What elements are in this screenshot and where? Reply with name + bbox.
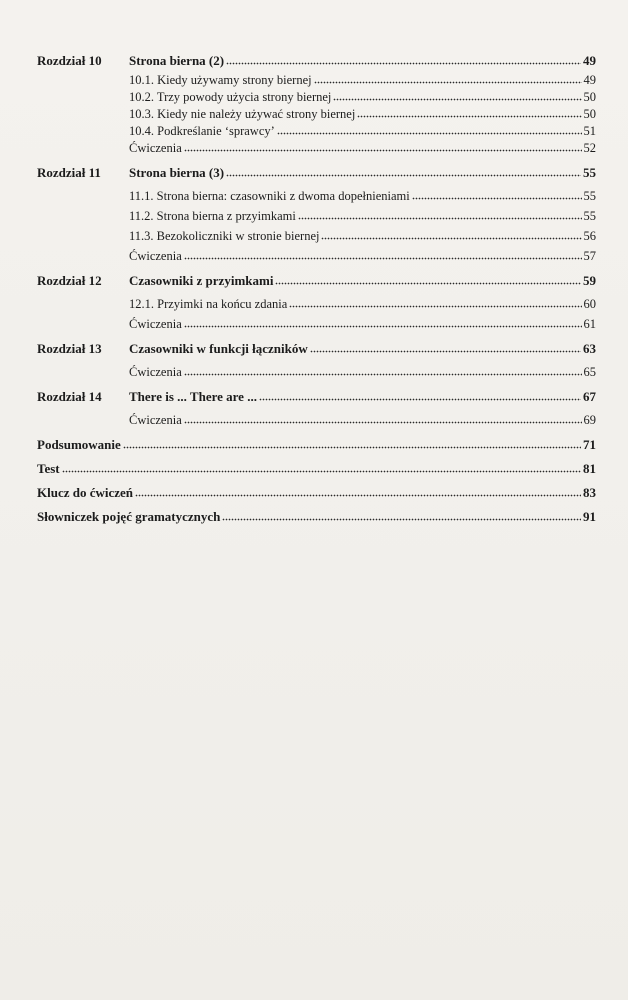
chapter-title: Czasowniki z przyimkami bbox=[129, 273, 274, 288]
toc-exercises-11[interactable] bbox=[37, 248, 596, 265]
section-title: Ćwiczenia bbox=[129, 317, 182, 331]
chapter-label: Rozdział 14 bbox=[37, 389, 102, 404]
section-title: 10.3. Kiedy nie należy używać strony biernej bbox=[129, 107, 356, 121]
page-number: 63 bbox=[583, 341, 596, 356]
section-title: 11.3. Bezokoliczniki w stronie biernej bbox=[129, 229, 320, 243]
dot-leader bbox=[412, 190, 582, 200]
toc-test[interactable] bbox=[37, 460, 596, 477]
section-title: 10.2. Trzy powody użycia strony biernej bbox=[129, 90, 332, 104]
page-number: 50 bbox=[583, 107, 596, 121]
chapter-label: Rozdział 12 bbox=[37, 273, 102, 288]
section-title: 10.1. Kiedy używamy strony biernej bbox=[129, 73, 312, 87]
section-title: 11.2. Strona bierna z przyimkami bbox=[129, 209, 296, 223]
page-number: 51 bbox=[583, 124, 596, 138]
dot-leader bbox=[333, 91, 581, 101]
page-number: 60 bbox=[583, 297, 596, 311]
chapter-label: Rozdział 11 bbox=[37, 165, 101, 180]
dot-leader bbox=[184, 250, 582, 260]
entry-title: Klucz do ćwiczeń bbox=[37, 485, 134, 500]
toc-section-10-4[interactable] bbox=[37, 123, 596, 140]
toc-chapter-13[interactable] bbox=[37, 340, 596, 357]
dot-leader bbox=[226, 167, 581, 177]
page-number: 61 bbox=[583, 317, 596, 331]
page-number: 81 bbox=[583, 461, 596, 476]
entry-title: Słowniczek pojęć gramatycznych bbox=[37, 509, 221, 524]
page-number: 55 bbox=[583, 209, 596, 223]
section-title: 11.1. Strona bierna: czasowniki z dwoma dopełnieniami bbox=[129, 189, 410, 203]
page-number: 49 bbox=[583, 53, 596, 68]
toc-section-12-1[interactable] bbox=[37, 296, 596, 313]
entry-title: Test bbox=[37, 461, 60, 476]
page-number: 69 bbox=[583, 413, 596, 427]
page-number: 91 bbox=[583, 509, 596, 524]
toc-section-11-3[interactable] bbox=[37, 228, 596, 245]
table-of-contents bbox=[37, 52, 596, 525]
page-number: 49 bbox=[583, 73, 596, 87]
toc-exercises-13[interactable] bbox=[37, 364, 596, 381]
toc-answer-key[interactable] bbox=[37, 484, 596, 501]
dot-leader bbox=[277, 125, 582, 135]
toc-exercises-12[interactable] bbox=[37, 316, 596, 333]
dot-leader bbox=[275, 275, 581, 285]
section-title: 12.1. Przyimki na końcu zdania bbox=[129, 297, 288, 311]
section-title: Ćwiczenia bbox=[129, 249, 182, 263]
toc-summary[interactable] bbox=[37, 436, 596, 453]
entry-title: Podsumowanie bbox=[37, 437, 121, 452]
chapter-title: Strona bierna (2) bbox=[129, 53, 225, 68]
toc-section-11-2[interactable] bbox=[37, 208, 596, 225]
dot-leader bbox=[184, 318, 582, 328]
section-title: Ćwiczenia bbox=[129, 413, 182, 427]
dot-leader bbox=[310, 343, 581, 353]
toc-chapter-11[interactable] bbox=[37, 164, 596, 181]
toc-glossary[interactable] bbox=[37, 508, 596, 525]
dot-leader bbox=[184, 142, 582, 152]
page-number: 50 bbox=[583, 90, 596, 104]
dot-leader bbox=[135, 487, 581, 497]
chapter-title: Czasowniki w funkcji łączników bbox=[129, 341, 308, 356]
dot-leader bbox=[184, 414, 582, 424]
dot-leader bbox=[357, 108, 581, 118]
toc-section-10-1[interactable] bbox=[37, 72, 596, 89]
page-number: 59 bbox=[583, 273, 596, 288]
toc-chapter-12[interactable] bbox=[37, 272, 596, 289]
page-number: 71 bbox=[583, 437, 596, 452]
page-number: 83 bbox=[583, 485, 596, 500]
dot-leader bbox=[289, 298, 581, 308]
page-number: 56 bbox=[583, 229, 596, 243]
page-number: 57 bbox=[583, 249, 596, 263]
chapter-title: Strona bierna (3) bbox=[129, 165, 225, 180]
section-title: Ćwiczenia bbox=[129, 365, 182, 379]
toc-section-11-1[interactable] bbox=[37, 188, 596, 205]
page-number: 55 bbox=[583, 165, 596, 180]
toc-chapter-14[interactable] bbox=[37, 388, 596, 405]
dot-leader bbox=[62, 463, 581, 473]
toc-exercises-10[interactable] bbox=[37, 140, 596, 157]
dot-leader bbox=[259, 391, 581, 401]
dot-leader bbox=[184, 366, 582, 376]
dot-leader bbox=[123, 439, 581, 449]
section-title: Ćwiczenia bbox=[129, 141, 182, 155]
section-title: 10.4. Podkreślanie ‘sprawcy’ bbox=[129, 124, 275, 138]
dot-leader bbox=[222, 511, 581, 521]
dot-leader bbox=[298, 210, 582, 220]
toc-chapter-10[interactable] bbox=[37, 52, 596, 69]
chapter-label: Rozdział 10 bbox=[37, 53, 102, 68]
page-number: 55 bbox=[583, 189, 596, 203]
toc-exercises-14[interactable] bbox=[37, 412, 596, 429]
page-number: 52 bbox=[583, 141, 596, 155]
dot-leader bbox=[314, 74, 582, 84]
page-number: 67 bbox=[583, 389, 596, 404]
chapter-label: Rozdział 13 bbox=[37, 341, 102, 356]
chapter-title: There is ... There are ... bbox=[129, 389, 257, 404]
dot-leader bbox=[321, 230, 581, 240]
toc-section-10-2[interactable] bbox=[37, 89, 596, 106]
dot-leader bbox=[226, 55, 581, 65]
page-number: 65 bbox=[583, 365, 596, 379]
toc-section-10-3[interactable] bbox=[37, 106, 596, 123]
